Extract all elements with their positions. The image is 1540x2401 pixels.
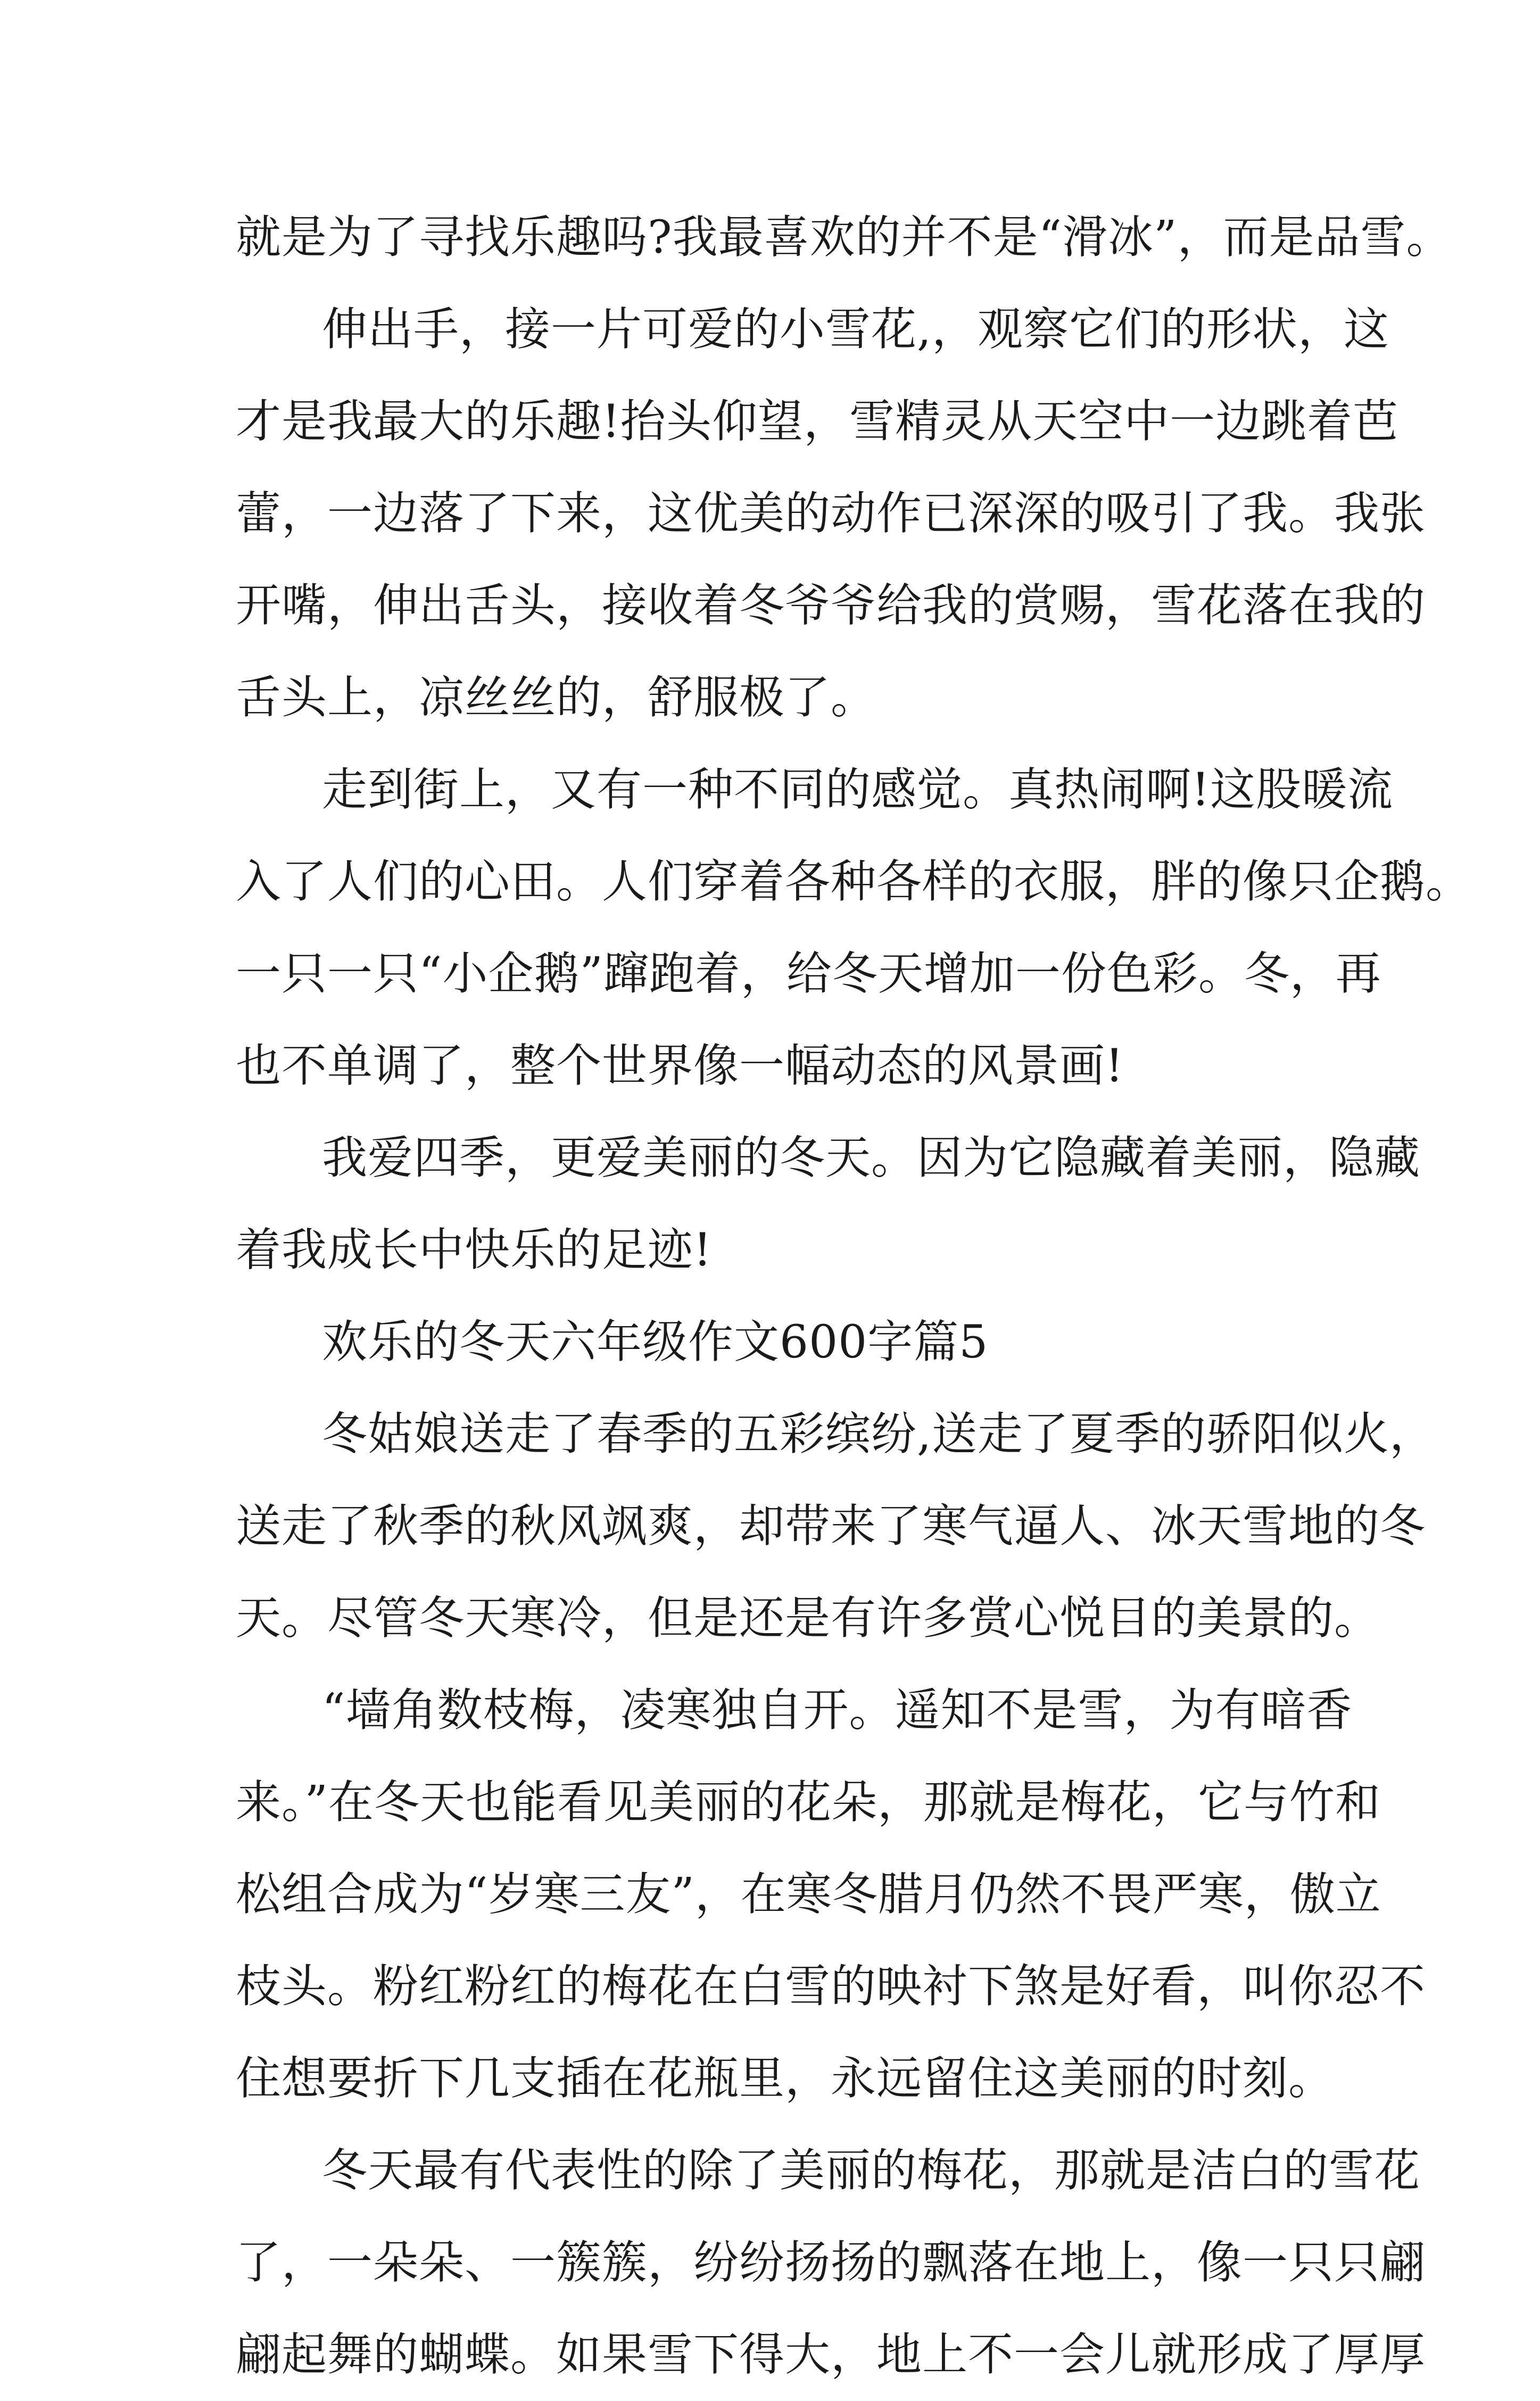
text-line: 开嘴，伸出舌头，接收着冬爷爷给我的赏赐，雪花落在我的 — [236, 579, 1426, 632]
section-heading: 欢乐的冬天六年级作文600字篇5 — [322, 1316, 989, 1369]
text-line: 来。”在冬天也能看见美丽的花朵，那就是梅花，它与竹和 — [236, 1776, 1381, 1829]
text-line: 翩起舞的蝴蝶。如果雪下得大，地上不一会儿就形成了厚厚 — [236, 2329, 1426, 2381]
paragraph-start-line: 我爱四季，更爱美丽的冬天。因为它隐藏着美丽，隐藏 — [322, 1132, 1421, 1185]
text-line: 送走了秋季的秋风飒爽，却带来了寒气逼人、冰天雪地的冬 — [236, 1500, 1426, 1553]
paragraph-start-line: “墙角数枝梅，凌寒独自开。遥知不是雪，为有暗香 — [322, 1684, 1353, 1737]
paragraph-end-line: 天。尽管冬天寒冷，但是还是有许多赏心悦目的美景的。 — [236, 1592, 1380, 1645]
paragraph-end-line: 也不单调了，整个世界像一幅动态的风景画! — [236, 1040, 1124, 1092]
text-line: 蕾，一边落了下来，这优美的动作已深深的吸引了我。我张 — [236, 487, 1426, 540]
text-line: 一只一只“小企鹅”蹿跑着，给冬天增加一份色彩。冬，再 — [236, 948, 1381, 1000]
paragraph-start-line: 冬姑娘送走了春季的五彩缤纷,送走了夏季的骄阳似火， — [322, 1408, 1436, 1461]
paragraph-start-line: 走到街上，又有一种不同的感觉。真热闹啊!这股暖流 — [322, 764, 1394, 816]
paragraph-start-line: 伸出手，接一片可爱的小雪花,，观察它们的形状，这 — [322, 303, 1390, 356]
text-line: 就是为了寻找乐趣吗?我最喜欢的并不是“滑冰”，而是品雪。 — [236, 211, 1452, 264]
paragraph-end-line: 住想要折下几支插在花瓶里，永远留住这美丽的时刻。 — [236, 2052, 1335, 2105]
essay-text — [236, 192, 1472, 2401]
paragraph-end-line: 着我成长中快乐的足迹! — [236, 1224, 713, 1277]
text-line: 枝头。粉红粉红的梅花在白雪的映衬下煞是好看，叫你忍不 — [236, 1960, 1426, 2013]
paragraph-start-line: 冬天最有代表性的除了美丽的梅花，那就是洁白的雪花 — [322, 2145, 1421, 2197]
text-line: 了，一朵朵、一簇簇，纷纷扬扬的飘落在地上，像一只只翩 — [236, 2237, 1426, 2289]
text-line: 松组合成为“岁寒三友”，在寒冬腊月仍然不畏严寒，傲立 — [236, 1868, 1381, 1921]
text-line: 入了人们的心田。人们穿着各种各样的衣服，胖的像只企鹅。 — [236, 856, 1472, 908]
paragraph-end-line: 舌头上，凉丝丝的，舒服极了。 — [236, 672, 877, 724]
text-line: 才是我最大的乐趣!抬头仰望，雪精灵从天空中一边跳着芭 — [236, 395, 1399, 448]
